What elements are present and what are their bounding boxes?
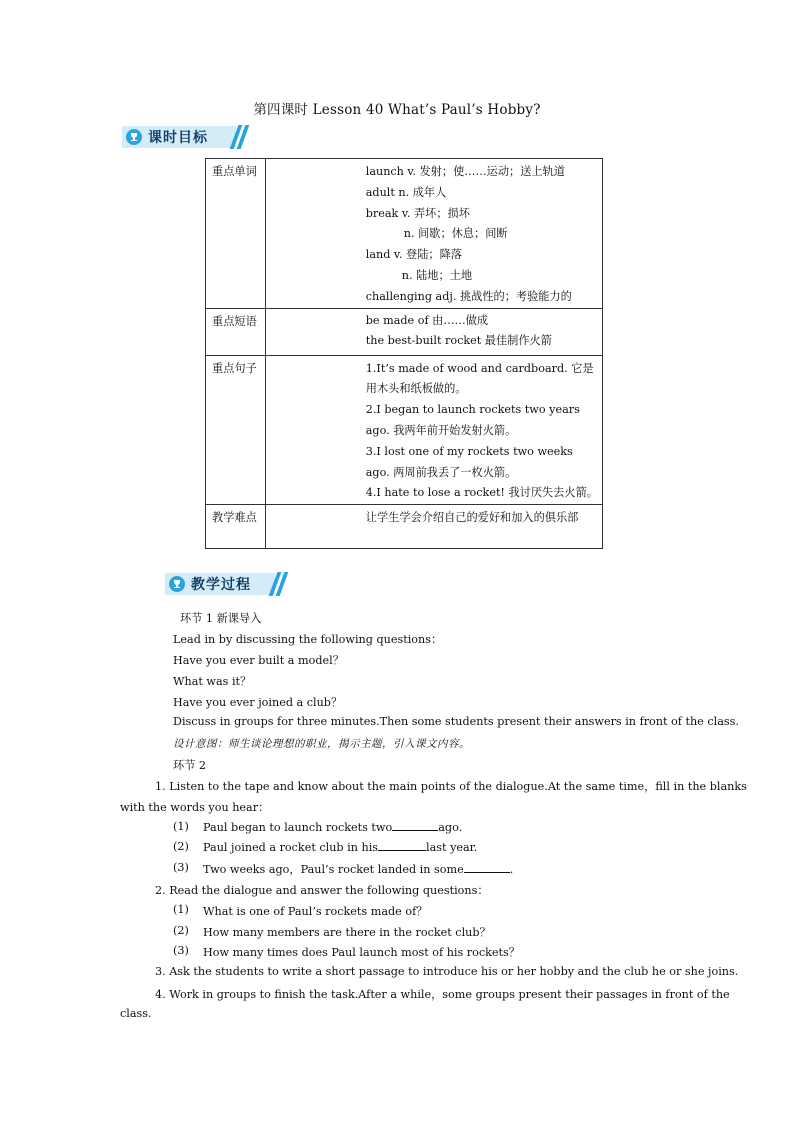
- body-text: Have you ever joined a club？: [173, 696, 343, 709]
- fill-blank-item: [203, 820, 462, 834]
- fill-blank-item: [203, 861, 513, 877]
- section-label: 课时目标: [148, 130, 208, 146]
- item-text: Two weeks ago，Paul’s rocket landed in some: [203, 863, 464, 876]
- sentence-line: 3.I lost one of my rockets two weeks ago. 两周前我丢了一枚火箭。: [365, 444, 573, 479]
- question-item: How many times does Paul launch most of his rockets？: [203, 946, 520, 959]
- row-value: [265, 355, 602, 505]
- blank-field[interactable]: [464, 862, 510, 873]
- item-number: (1): [173, 820, 189, 833]
- question-item: What is one of Paul’s rockets made of？: [203, 905, 428, 918]
- instruction: 1. Listen to the tape and know about the main points of the dialogue.At the same time，fill in the blanks: [155, 780, 747, 793]
- trophy-icon: [169, 576, 185, 592]
- body-text: Have you ever built a model？: [173, 654, 344, 667]
- row-value: [265, 308, 602, 355]
- trophy-icon: [126, 129, 142, 145]
- step-title: 环节 2: [173, 759, 207, 772]
- goals-table: [205, 158, 603, 549]
- section-banner-process: [165, 573, 289, 595]
- table-row: [206, 355, 603, 505]
- row-key: 重点单词: [206, 159, 266, 309]
- table-row: [206, 505, 603, 549]
- item-text: Paul began to launch rockets two: [203, 821, 393, 834]
- page-title: 第四课时 Lesson 40 What’s Paul’s Hobby?: [253, 102, 541, 118]
- vocab-line: adult n. 成年人: [365, 185, 447, 199]
- vocab-line: challenging adj. 挑战性的；考验能力的: [365, 289, 572, 303]
- item-text: last year.: [426, 841, 478, 854]
- row-key: 重点句子: [206, 355, 266, 505]
- phrase-line: be made of 由……做成: [365, 313, 489, 327]
- design-note: 设计意图：师生谈论理想的职业，揭示主题，引入课文内容。: [173, 738, 470, 750]
- question-item: How many members are there in the rocket club？: [203, 926, 491, 939]
- item-text: Paul joined a rocket club in his: [203, 841, 379, 854]
- section-banner-goals: [122, 126, 246, 148]
- instruction: class.: [120, 1007, 152, 1020]
- body-text: What was it？: [173, 675, 252, 688]
- item-number: (2): [173, 840, 189, 853]
- vocab-line: n. 间歇；休息；间断: [403, 227, 508, 241]
- row-value: [265, 159, 602, 309]
- sentence-line: 1.It’s made of wood and cardboard. 它是用木头和纸板做的。: [365, 361, 594, 396]
- item-text: ago.: [438, 821, 463, 834]
- item-text: .: [509, 863, 514, 876]
- table-row: [206, 308, 603, 355]
- blank-field[interactable]: [392, 820, 438, 831]
- instruction: 2. Read the dialogue and answer the following questions：: [155, 884, 489, 897]
- row-value: [265, 505, 602, 549]
- sentence-line: 2.I began to launch rockets two years ago. 我两年前开始发射火箭。: [365, 403, 580, 437]
- row-key: 重点短语: [206, 308, 266, 355]
- difficulty-text: 让学生学会介绍自己的爱好和加入的俱乐部: [365, 511, 579, 525]
- instruction: 4. Work in groups to finish the task.After a while，some groups present their passages in front of the: [155, 988, 730, 1001]
- body-text: Discuss in groups for three minutes.Then some students present their answers in front of the class.: [173, 715, 739, 728]
- sentence-line: 4.I hate to lose a rocket! 我讨厌失去火箭。: [365, 486, 598, 500]
- vocab-line: n. 陆地；土地: [401, 268, 473, 282]
- instruction: with the words you hear：: [120, 801, 270, 814]
- table-row: [206, 159, 603, 309]
- fill-blank-item: [203, 840, 477, 854]
- item-number: (1): [173, 903, 189, 916]
- body-text: Lead in by discussing the following questions：: [173, 633, 443, 646]
- section-label: 教学过程: [191, 577, 251, 593]
- phrase-line: the best-built rocket 最佳制作火箭: [365, 334, 552, 348]
- step-title: 环节 1 新课导入: [180, 612, 262, 625]
- vocab-line: land v. 登陆；降落: [365, 248, 462, 262]
- vocab-line: launch v. 发射；使……运动；送上轨道: [365, 165, 565, 178]
- vocab-line: break v. 弄坏；损坏: [365, 206, 470, 220]
- blank-field[interactable]: [378, 840, 426, 851]
- instruction: 3. Ask the students to write a short passage to introduce his or her hobby and the club he or she joins.: [155, 965, 739, 978]
- item-number: (2): [173, 924, 189, 937]
- item-number: (3): [173, 861, 189, 874]
- row-key: 教学难点: [206, 505, 266, 549]
- item-number: (3): [173, 944, 189, 957]
